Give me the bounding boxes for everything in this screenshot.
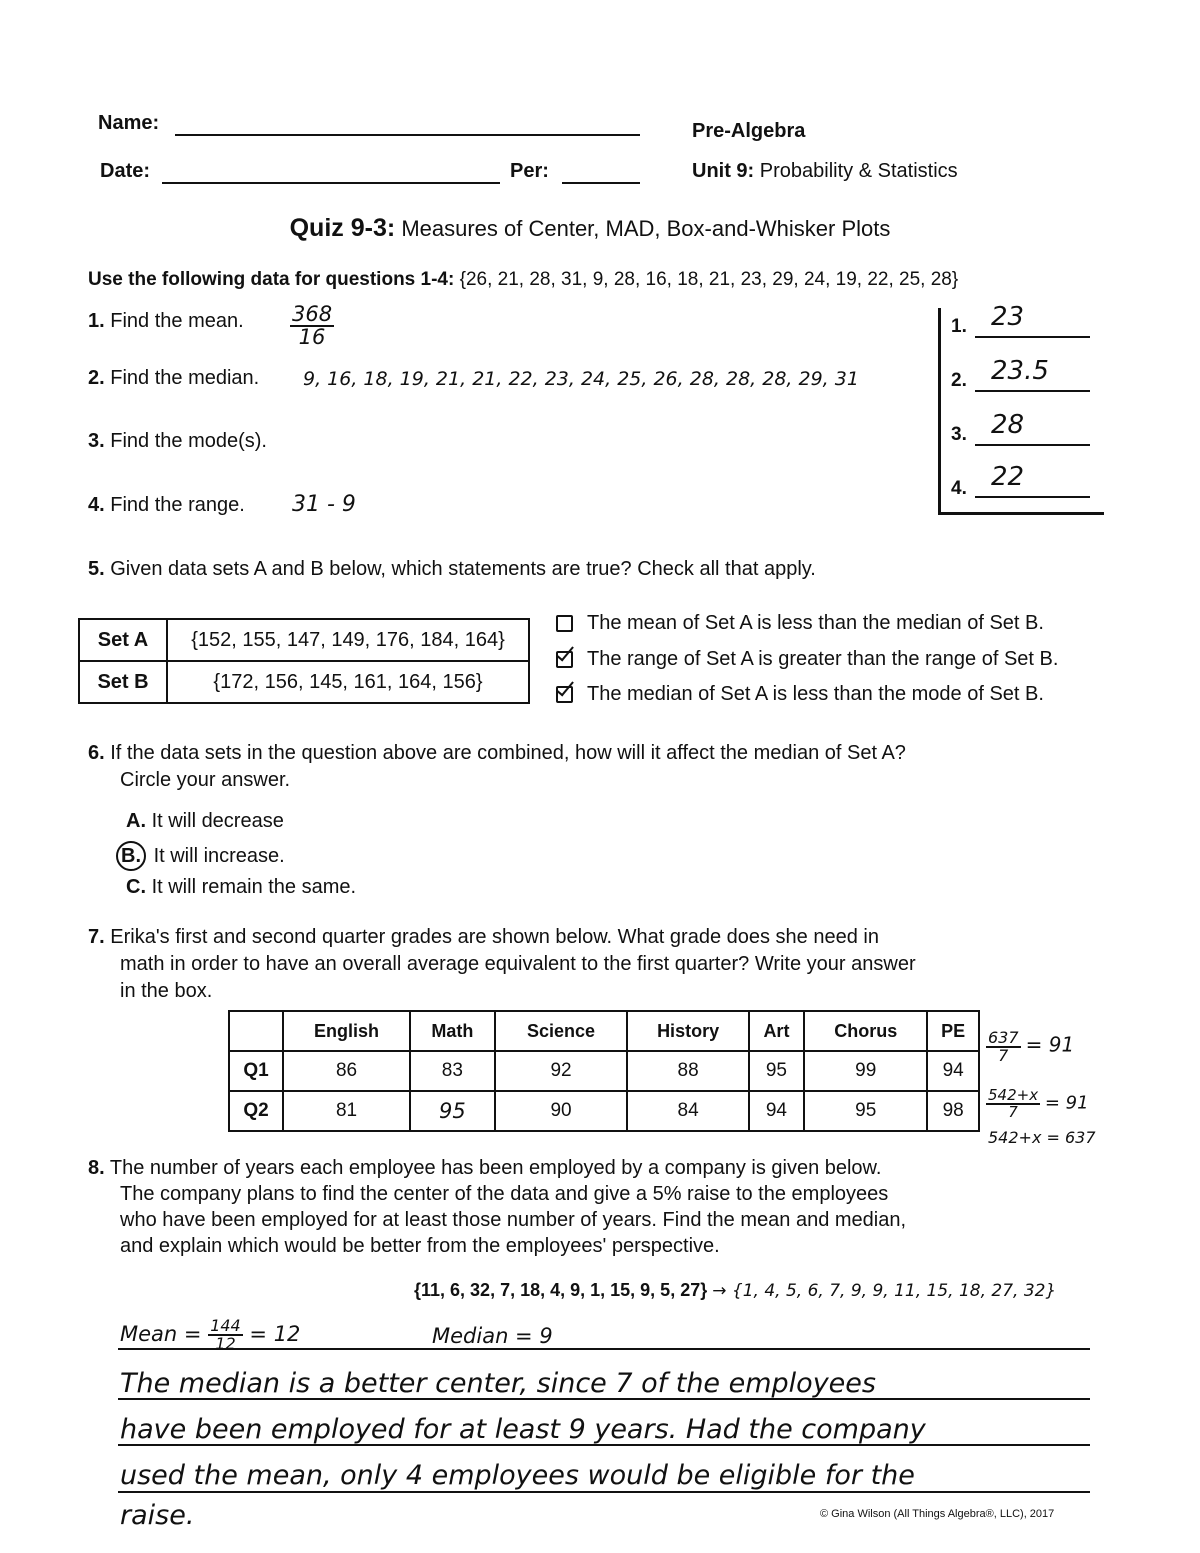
- date-field[interactable]: [162, 160, 500, 184]
- name-field[interactable]: [175, 112, 640, 136]
- unit-title: [692, 160, 958, 183]
- answer-2-value: 23.5: [991, 356, 1049, 386]
- checkbox-unchecked-icon[interactable]: [556, 615, 573, 632]
- q7-work-eq2: $\frac{542+x}{7}$ = 91: [988, 1086, 1089, 1121]
- q6-option-c[interactable]: C. It will remain the same.: [126, 876, 357, 898]
- q6-option-a[interactable]: A. It will decrease: [126, 810, 284, 832]
- math-answer-box[interactable]: 95: [410, 1091, 495, 1131]
- q5-option-3[interactable]: The median of Set A is less than the mode of Set B.: [556, 683, 1044, 706]
- question-8-line4: and explain which would be better from the employees' perspective.: [120, 1235, 720, 1257]
- q8-explanation-line-2: have been employed for at least 9 years. Had the company: [120, 1414, 926, 1445]
- instructions-label: Use the following data for questions 1-4:: [88, 269, 455, 290]
- question-8: 8. The number of years each employee has been employed by a company is given below.: [88, 1157, 882, 1179]
- q8-data: {11, 6, 32, 7, 18, 4, 9, 1, 15, 9, 5, 27} → {1, 4, 5, 6, 7, 9, 9, 11, 15, 18, 27, 32}: [414, 1280, 1057, 1301]
- checkbox-checked-icon[interactable]: [556, 651, 573, 668]
- date-label: Date:: [100, 160, 151, 182]
- question-3: 3. Find the mode(s).: [88, 430, 267, 452]
- q8-median: Median = 9: [432, 1324, 553, 1348]
- answer-line-3[interactable]: [118, 1444, 1090, 1446]
- instructions: [88, 266, 958, 293]
- checkbox-checked-icon[interactable]: [556, 686, 573, 703]
- q1-work-fraction: $\frac{368}{16}$: [292, 302, 333, 349]
- q4-work: 31 - 9: [292, 492, 356, 517]
- table-header-row: English Math Science History Art Chorus PE: [229, 1011, 979, 1051]
- copyright: © Gina Wilson (All Things Algebra®, LLC), 2017: [820, 1508, 1055, 1520]
- grades-table: [228, 1010, 980, 1132]
- question-2: 2. Find the median.: [88, 367, 260, 389]
- answer-3-value: 28: [991, 410, 1025, 440]
- answer-1-value: 23: [991, 302, 1025, 332]
- page-title: [0, 214, 1180, 243]
- period-label: Per:: [510, 160, 549, 182]
- table-row: Q1 86 83 92 88 95 99 94: [229, 1051, 979, 1091]
- table-row: Q2 81 95 90 84 94 95 98: [229, 1091, 979, 1131]
- question-7-line3: in the box.: [120, 980, 213, 1002]
- quiz-number: Quiz 9-3:: [289, 214, 396, 242]
- question-7-line2: math in order to have an overall average equivalent to the first quarter? Write your answer: [120, 953, 916, 975]
- answer-line-2[interactable]: [118, 1398, 1090, 1400]
- question-6: 6. If the data sets in the question above are combined, how will it affect the median of Set A?: [88, 742, 906, 764]
- q6-option-b[interactable]: B. It will increase.: [120, 841, 285, 871]
- question-6-line2: Circle your answer.: [120, 769, 291, 791]
- table-row: Set A {152, 155, 147, 149, 176, 184, 164}: [79, 619, 529, 661]
- question-5: 5. Given data sets A and B below, which statements are true? Check all that apply.: [88, 558, 816, 580]
- answer-box: 1. 23 2. 23.5 3. 28 4. 22: [938, 308, 1104, 515]
- quiz-subtitle: Measures of Center, MAD, Box-and-Whisker Plots: [401, 216, 891, 241]
- q8-explanation-line-4: raise.: [120, 1500, 195, 1531]
- q2-work: 9, 16, 18, 19, 21, 21, 22, 23, 24, 25, 26, 28, 28, 28, 29, 31: [303, 368, 859, 390]
- table-row: Set B {172, 156, 145, 161, 164, 156}: [79, 661, 529, 703]
- question-4: 4. Find the range.: [88, 494, 245, 516]
- question-7: 7. Erika's first and second quarter grades are shown below. What grade does she need in: [88, 926, 879, 948]
- question-8-line3: who have been employed for at least those number of years. Find the mean and median,: [120, 1209, 907, 1231]
- period-field[interactable]: [562, 160, 640, 184]
- q8-explanation-line-3: used the mean, only 4 employees would be eligible for the: [120, 1460, 915, 1491]
- q8-explanation-line-1: The median is a better center, since 7 of the employees: [120, 1368, 876, 1399]
- answer-4-value: 22: [991, 462, 1025, 492]
- q8-mean: Mean = $\frac{144}{12}$ = 12: [120, 1316, 301, 1353]
- data-sets-table: [78, 618, 530, 704]
- q8-sorted-work: → {1, 4, 5, 6, 7, 9, 9, 11, 15, 18, 27, 32}: [712, 1281, 1057, 1301]
- answer-line-1[interactable]: [118, 1348, 1090, 1350]
- circled-answer-icon: B.: [116, 841, 146, 871]
- answer-line-4[interactable]: [118, 1491, 1090, 1493]
- q7-work-eq3: 542+x = 637: [988, 1128, 1096, 1147]
- instructions-data: {26, 21, 28, 31, 9, 28, 16, 18, 21, 23, 29, 24, 19, 22, 25, 28}: [459, 269, 959, 290]
- q7-work-eq1: $\frac{637}{7}$ = 91: [988, 1028, 1075, 1065]
- question-8-line2: The company plans to find the center of the data and give a 5% raise to the employees: [120, 1183, 889, 1205]
- question-1: 1. Find the mean.: [88, 310, 244, 332]
- name-label: Name:: [98, 112, 160, 134]
- q5-option-2[interactable]: The range of Set A is greater than the range of Set B.: [556, 648, 1058, 671]
- unit-label: Unit 9:: [692, 160, 755, 182]
- q5-option-1[interactable]: The mean of Set A is less than the median of Set B.: [556, 612, 1044, 635]
- course-title: Pre-Algebra: [692, 120, 806, 142]
- unit-name: Probability & Statistics: [759, 160, 958, 182]
